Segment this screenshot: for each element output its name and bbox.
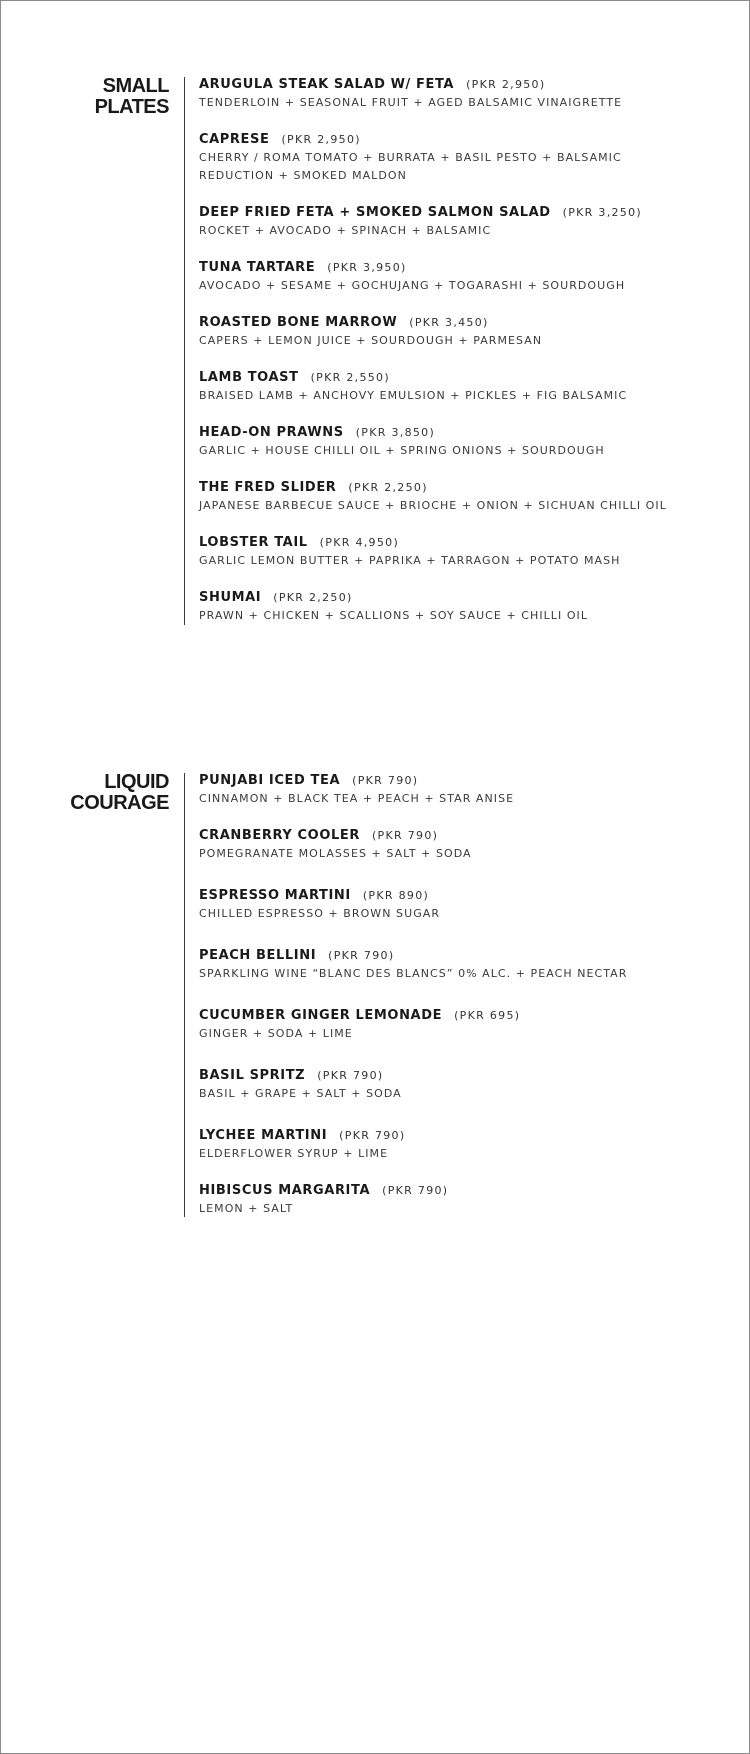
item-price: (PKR 890)	[362, 889, 430, 902]
section-heading	[70, 772, 169, 814]
menu-item	[199, 532, 620, 570]
item-name: TUNA TARTARE	[199, 260, 316, 275]
item-name: ESPRESSO MARTINI	[199, 888, 351, 903]
item-price: (PKR 790)	[371, 829, 439, 842]
item-description: AVOCADO + SESAME + GOCHUJANG + TOGARASHI + SOURDOUGH	[199, 279, 626, 292]
item-description: CAPERS + LEMON JUICE + SOURDOUGH + PARMESAN	[199, 334, 543, 347]
item-price: (PKR 2,250)	[273, 591, 353, 604]
item-name: ARUGULA STEAK SALAD W/ FETA	[199, 77, 455, 92]
item-description: GARLIC + HOUSE CHILLI OIL + SPRING ONIONS + SOURDOUGH	[199, 444, 605, 457]
item-description: POMEGRANATE MOLASSES + SALT + SODA	[199, 847, 472, 860]
item-price: (PKR 790)	[328, 949, 395, 962]
item-description: GARLIC LEMON BUTTER + PAPRIKA + TARRAGON + POTATO MASH	[199, 554, 621, 567]
item-name: THE FRED SLIDER	[199, 480, 337, 495]
item-description: ROCKET + AVOCADO + SPINACH + BALSAMIC	[199, 224, 492, 237]
item-name: LAMB TOAST	[199, 370, 299, 385]
item-name: ROASTED BONE MARROW	[199, 315, 398, 330]
menu-item	[199, 587, 588, 625]
item-description: BASIL + GRAPE + SALT + SODA	[199, 1087, 402, 1100]
item-description: LEMON + SALT	[199, 1202, 294, 1215]
item-price: (PKR 2,950)	[281, 133, 361, 146]
item-name: DEEP FRIED FETA + SMOKED SALMON SALAD	[199, 205, 551, 220]
item-description: REDUCTION + SMOKED MALDON	[199, 169, 407, 182]
item-price: (PKR 4,950)	[319, 536, 400, 549]
item-name: CAPRESE	[199, 132, 270, 147]
menu-item	[199, 312, 542, 350]
menu-item	[199, 367, 627, 405]
menu-item	[199, 422, 605, 460]
menu-item	[199, 945, 627, 983]
item-price: (PKR 790)	[317, 1069, 384, 1082]
item-name: HEAD-ON PRAWNS	[199, 425, 344, 440]
item-description: ELDERFLOWER SYRUP + LIME	[199, 1147, 389, 1160]
menu-item	[199, 1180, 448, 1218]
menu-item	[199, 257, 625, 295]
item-price: (PKR 695)	[454, 1009, 521, 1022]
item-price: (PKR 3,450)	[409, 316, 489, 329]
section-divider	[184, 773, 185, 1217]
heading-line: LIQUID	[104, 771, 169, 793]
item-price: (PKR 3,950)	[327, 261, 407, 274]
menu-item	[199, 129, 622, 185]
menu-item	[199, 1005, 520, 1043]
item-description: BRAISED LAMB + ANCHOVY EMULSION + PICKLES + FIG BALSAMIC	[199, 389, 628, 402]
section-divider	[184, 77, 185, 625]
menu-item	[199, 885, 440, 923]
menu-item	[199, 1065, 402, 1103]
menu-item	[199, 477, 667, 515]
item-price: (PKR 3,850)	[355, 426, 436, 439]
heading-line: PLATES	[94, 96, 169, 118]
item-name: PUNJABI ICED TEA	[199, 773, 341, 788]
item-name: CRANBERRY COOLER	[199, 828, 360, 843]
item-price: (PKR 790)	[382, 1184, 449, 1197]
menu-item	[199, 825, 472, 863]
item-name: PEACH BELLINI	[199, 948, 317, 963]
item-description: SPARKLING WINE “BLANC DES BLANCS” 0% ALC. + PEACH NECTAR	[199, 967, 628, 980]
item-name: SHUMAI	[199, 590, 262, 605]
item-name: CUCUMBER GINGER LEMONADE	[199, 1008, 443, 1023]
item-price: (PKR 790)	[352, 774, 419, 787]
menu-item	[199, 74, 622, 112]
item-description: CHILLED ESPRESSO + BROWN SUGAR	[199, 907, 441, 920]
menu-item	[199, 770, 514, 808]
item-price: (PKR 2,950)	[466, 78, 546, 91]
item-name: LYCHEE MARTINI	[199, 1128, 328, 1143]
item-price: (PKR 790)	[339, 1129, 406, 1142]
item-price: (PKR 3,250)	[562, 206, 643, 219]
item-name: LOBSTER TAIL	[199, 535, 308, 550]
item-description: GINGER + SODA + LIME	[199, 1027, 353, 1040]
item-description: PRAWN + CHICKEN + SCALLIONS + SOY SAUCE + CHILLI OIL	[199, 609, 588, 622]
menu-item	[199, 1125, 405, 1163]
item-description: CHERRY / ROMA TOMATO + BURRATA + BASIL PESTO + BALSAMIC	[199, 151, 622, 164]
item-description: TENDERLOIN + SEASONAL FRUIT + AGED BALSAMIC VINAIGRETTE	[199, 96, 623, 109]
menu-item	[199, 202, 642, 240]
item-price: (PKR 2,550)	[310, 371, 390, 384]
heading-line: SMALL	[102, 75, 169, 97]
item-description: CINNAMON + BLACK TEA + PEACH + STAR ANISE	[199, 792, 515, 805]
item-name: HIBISCUS MARGARITA	[199, 1183, 371, 1198]
section-heading	[95, 76, 169, 118]
item-description: JAPANESE BARBECUE SAUCE + BRIOCHE + ONION + SICHUAN CHILLI OIL	[199, 499, 667, 512]
heading-line: COURAGE	[70, 792, 169, 814]
item-price: (PKR 2,250)	[348, 481, 428, 494]
item-name: BASIL SPRITZ	[199, 1068, 306, 1083]
